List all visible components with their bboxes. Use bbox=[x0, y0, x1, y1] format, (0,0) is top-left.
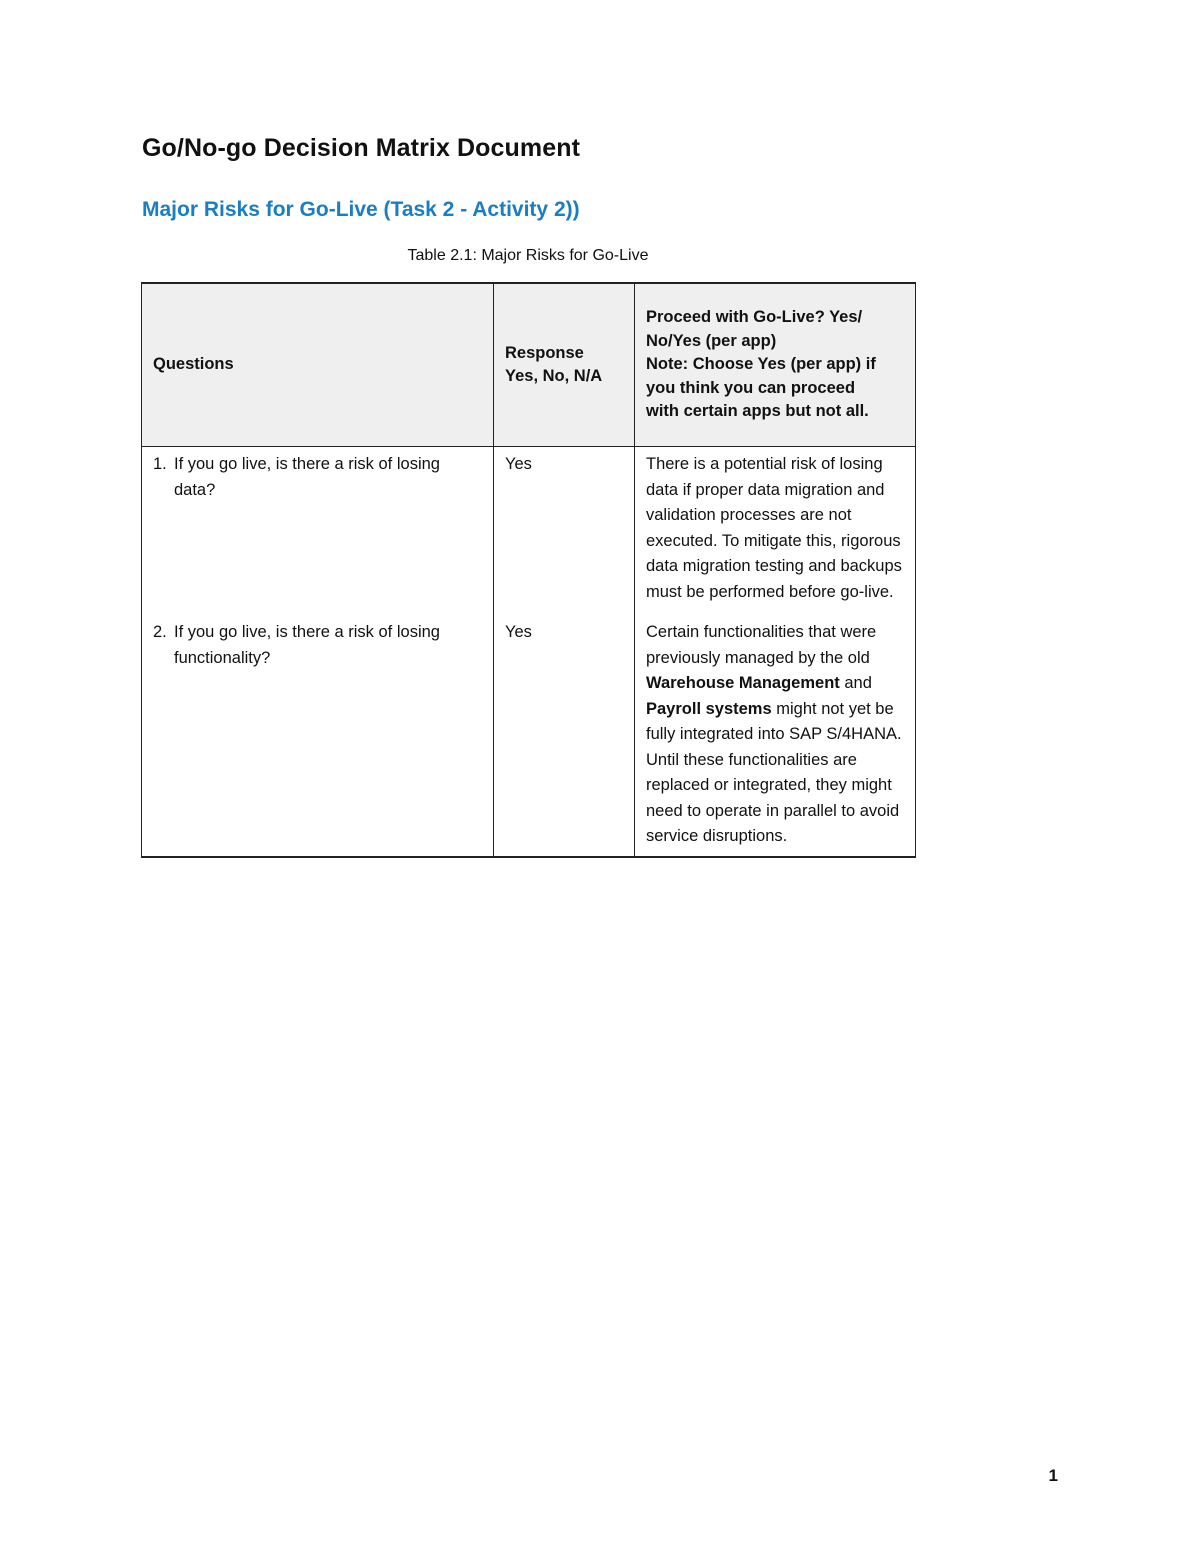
question-item bbox=[153, 620, 482, 671]
header-proceed-note: you think you can proceed bbox=[646, 378, 856, 397]
proceed-cell bbox=[635, 605, 916, 857]
header-questions bbox=[142, 283, 494, 447]
proceed-bold-term: Payroll systems bbox=[646, 699, 772, 718]
question-cell bbox=[142, 605, 494, 857]
response-cell bbox=[494, 447, 635, 606]
table-row bbox=[142, 447, 916, 606]
response-value: Yes bbox=[505, 623, 532, 641]
question-number: 2. bbox=[153, 623, 167, 641]
response-value: Yes bbox=[505, 455, 532, 473]
header-proceed bbox=[635, 283, 916, 447]
proceed-text: might not yet be fully integrated into SAP S/4HANA. Until these functionalities are replaced or integrated, they might need to operate in parallel to avoid service disruptions. bbox=[646, 699, 902, 845]
table-header-row bbox=[142, 283, 916, 447]
header-proceed-note: Note: Choose Yes (per app) if bbox=[646, 355, 876, 374]
header-proceed-line: Proceed with Go-Live? Yes/ bbox=[646, 308, 863, 327]
proceed-text: and bbox=[839, 674, 872, 692]
proceed-text: Certain functionalities that were previously managed by the old bbox=[646, 623, 877, 667]
header-response bbox=[494, 283, 635, 447]
question-text: If you go live, is there a risk of losing data? bbox=[174, 455, 440, 499]
header-response-label: Response bbox=[505, 343, 584, 362]
header-questions-label: Questions bbox=[153, 355, 234, 374]
question-text: If you go live, is there a risk of losing functionality? bbox=[174, 623, 440, 667]
proceed-text: There is a potential risk of losing data if proper data migration and validation processes are not executed. To mitigate this, rigorous data migration testing and backups must be performed before go-live. bbox=[646, 455, 902, 601]
page-number: 1 bbox=[1048, 1466, 1058, 1485]
header-proceed-note: with certain apps but not all. bbox=[646, 402, 869, 421]
question-cell bbox=[142, 447, 494, 606]
response-cell bbox=[494, 605, 635, 857]
question-number: 1. bbox=[153, 455, 167, 473]
proceed-cell bbox=[635, 447, 916, 606]
table-row bbox=[142, 605, 916, 857]
header-proceed-line: No/Yes (per app) bbox=[646, 331, 777, 350]
proceed-bold-term: Warehouse Management bbox=[646, 674, 840, 692]
section-heading: Major Risks for Go-Live (Task 2 - Activity 2)) bbox=[142, 198, 580, 221]
question-item bbox=[153, 452, 482, 503]
header-response-options: Yes, No, N/A bbox=[505, 367, 603, 385]
major-risks-table bbox=[141, 282, 916, 858]
document-title: Go/No-go Decision Matrix Document bbox=[142, 134, 581, 162]
table-caption: Table 2.1: Major Risks for Go-Live bbox=[407, 247, 649, 264]
